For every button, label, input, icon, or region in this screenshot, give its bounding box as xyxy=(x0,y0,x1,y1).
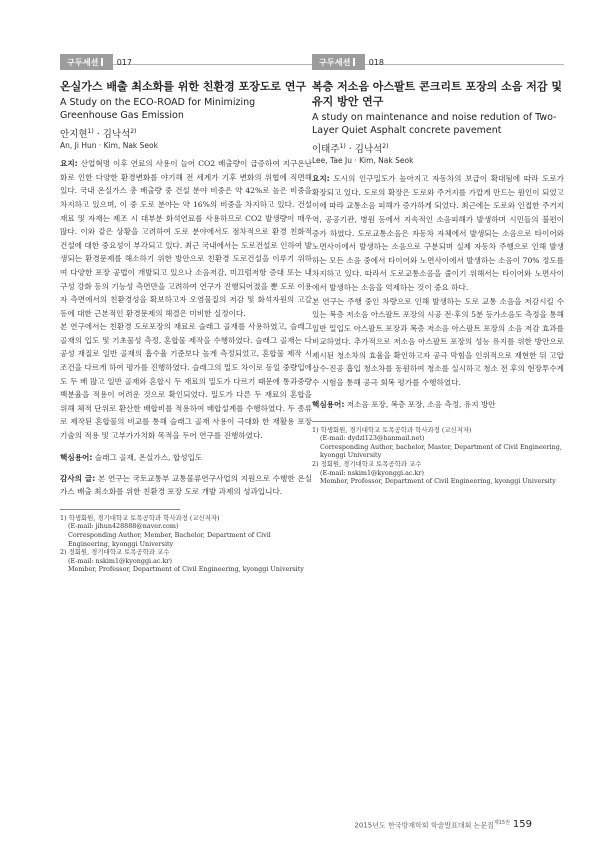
session-tag xyxy=(312,54,365,70)
footnote-2 xyxy=(60,548,312,574)
author-2: 김낙석 xyxy=(354,144,383,156)
abstract-paragraph-1 xyxy=(60,157,312,320)
keywords-text: 슬래그 골재, 온실가스, 합성입도 xyxy=(92,452,203,462)
authors-korean xyxy=(60,125,312,141)
abstract-text: 산업혁명 이후 연료의 사용이 늘어 CO2 배출량이 급증하여 지구온난화로 인한 다양한 환경변화를 야기해 전 세계가 기후 변화의 위협에 직면해 있다. 국내 온실가스 총 배출량 중 건설 분야 비중은 약 42%로 높은 비중을 차지하고 있으며, 이 중 도로 분야는 약 16%의 비중을 차지하고 있다. 건설재료 및 자재는 제조 시 대부분 화석연료를 사용하므로 CO2 발생량이 매우 많다. 이와 같은 상황을 고려하여 도로 분야에서도 점차적으로 환경 친화적 건설에 대한 중요성이 부각되고 있다. 최근 국내에서는 도로건설로 인하여 발생되는 환경문제를 해소하기 위한 방안으로 친환경 도로건설을 이루기 위하여 다양한 포장 공법이 개발되고 있으나 소음저감, 미끄럼저항 증대 또는 내구성 강화 등의 기능성 측면만을 고려하여 연구가 진행되어졌을 뿐 도로 이용자 측면에서의 친환경성을 확보하고자 오염물질의 저감 및 화석자원의 고갈 등에 대한 근본적인 환경문제의 해결은 미비한 실정이다. xyxy=(60,159,312,318)
footnote-1-affiliation: 1) 학생회원, 경기대학교 토목공학과 학사과정 (교신저자) xyxy=(312,425,472,434)
footnote-rule xyxy=(60,509,180,510)
authors-english: Lee, Tae Ju · Kim, Nak Seok xyxy=(312,156,414,166)
session-header xyxy=(60,50,312,65)
abstract-paragraph-1 xyxy=(312,172,564,294)
abstract-label: 요지: xyxy=(312,174,330,184)
session-label: 구두세션 xyxy=(67,58,99,67)
abstract-paragraph-2: 본 연구에서는 친환경 도로포장의 재료로 슬래그 골재를 사용하였고, 슬래그 골재의 입도 및 기초물성 측정, 혼합물 제작을 수행하였다. 슬래그 골재는 다공성 재질로 일반 골재의 흡수율 기준보다 높게 측정되었고, 혼합물 제작 시 조건을 다르게 하여 평가를 진행하였다. 슬래그의 밀도 차이로 동일 중량입에도 두 배 많고 일반 골재와 혼합시 두 재료의 밀도가 다르기 때문에 통과중량백분율을 적용이 어려운 것으로 확인되었다. 밀도가 다른 두 재료의 혼합을 위해 체적 단위로 환산한 배합비를 적용하여 배합설계를 수행하였다. 두 종류로 제작된 혼합물의 비교를 통해 슬래그 골재 사용이 극대화 한 재활용 포장 기술의 적용 및 고부가가치화 목적을 두어 연구를 진행하였다. xyxy=(60,322,312,441)
footnote-1-english: Corresponding Author, Member, Bachelor, Department of Civil Engineering, kyonggi University xyxy=(68,531,271,548)
title-korean: 온실가스 배출 최소화를 위한 친환경 포장도로 연구 xyxy=(60,80,307,93)
footnote-1 xyxy=(60,514,312,548)
keywords-label: 핵심용어: xyxy=(312,399,345,409)
authors-english: An, Ji Hun · Kim, Nak Seok xyxy=(60,141,158,151)
ack-label: 감사의 글: xyxy=(60,473,96,483)
footnote-2-english: Member, Professor, Department of Civil Engineering, kyonggi University xyxy=(320,477,556,486)
session-label: 구두세션 xyxy=(319,58,351,67)
footnote-2-email: (E-mail: nskim1@kyonggi.ac.kr) xyxy=(320,468,424,477)
page-footer xyxy=(354,819,532,830)
keywords xyxy=(60,451,312,464)
title-korean: 복층 저소음 아스팔트 콘크리트 포장의 소음 저감 및 유지 방안 연구 xyxy=(312,80,562,108)
keywords-label: 핵심용어: xyxy=(60,452,93,462)
paper-id: 017 xyxy=(116,58,132,67)
session-tag xyxy=(60,54,113,70)
authors-korean xyxy=(312,140,564,156)
author-1: 안지현 xyxy=(60,129,88,141)
footnote-2-affiliation: 2) 정회원, 경기대학교 토목공학과 교수 xyxy=(312,460,422,469)
author-1: 이태주 xyxy=(312,144,340,156)
author-2: 김낙석 xyxy=(102,129,131,141)
author-1-mark: 1) xyxy=(87,128,94,135)
acknowledgement xyxy=(60,472,312,499)
author-2-mark: 2) xyxy=(382,143,389,150)
footnote-2 xyxy=(312,460,564,486)
footer-text: 2015년도 한국방재학회 학술발표대회 논문집 xyxy=(354,821,494,830)
footnote-rule xyxy=(312,421,432,422)
author-1-mark: 1) xyxy=(339,143,346,150)
paper-017 xyxy=(60,50,312,574)
keywords xyxy=(312,398,564,411)
keywords-text: 저소음 포장, 복층 포장, 소음 측정, 유지 방안 xyxy=(344,399,496,409)
paper-id: 018 xyxy=(368,58,384,67)
author-separator: · xyxy=(93,129,103,141)
footer-superscript: 제15권 xyxy=(493,820,510,826)
author-separator: · xyxy=(345,144,355,156)
abstract-text: 도시의 인구밀도가 높아지고 자동차의 보급이 확대됨에 따라 도로가 확장되고 있다. 도로의 확장은 도로와 주거지를 가깝게 만드는 원인이 되었고 이에 따라 교통소음 피해가 증가하게 되었다. 최근에는 도로와 인접한 주거지역, 공공기관, 병원 등에서 지속적인 소음피해가 발생하며 시민들의 불편이 증가 하였다. 도로교통소음은 자동차 자체에서 발생되는 소음으로 타이어와 노면사이에서 발생하는 소음으로 구분되며 실제 자동차 주행으로 인해 발생하는 모든 소음 중에서 타이어와 노면사이에서 발생하는 소음이 70% 정도를 차지하고 있다. 따라서 도로교통소음을 줄이기 위해서는 타이어와 노면사이에서 발생하는 소음을 억제하는 것이 중요 하다. xyxy=(312,174,564,292)
footnote-1-email: (E-mail: dydzl123@hanmail.net) xyxy=(320,434,425,443)
author-2-mark: 2) xyxy=(130,128,137,135)
abstract-paragraph-2: 본 연구는 주행 중인 차량으로 인해 발생하는 도로 교통 소음을 저감시킬 수 있는 복층 저소음 아스팔트 포장의 시공 전·후의 5분 등가소음도 측정을 통해 일반 밀입도 아스팔트 포장과 복층 저소음 아스팔트 포장의 소음 저감 효과를 비교하였다. 추가적으로 저소음 아스팔트 포장의 성능 유지를 위한 방안으로 제시된 청소차의 효율을 확인하고자 공극 막힘을 인위적으로 재현한 뒤 고압 살수·진공 흡입 청소차를 동원하여 청소를 실시하고 청소 전 후의 현장투수계수 시험을 통해 공극 회복 평가를 수행하였다. xyxy=(312,296,564,388)
paper-018 xyxy=(312,50,564,486)
abstract-label: 요지: xyxy=(60,159,78,169)
page-number: 159 xyxy=(512,819,532,831)
tag-divider xyxy=(101,58,103,66)
tag-divider xyxy=(353,58,355,66)
title-english: A study on maintenance and noise redution of Two-Layer Quiet Asphalt concrete pavement xyxy=(312,112,557,136)
ack-text: 본 연구는 국토교통부 교통물류연구사업의 지원으로 수행한 온실가스 배출 최소화를 위한 친환경 포장 도로 개발 과제의 성과입니다. xyxy=(60,473,312,497)
footnote-1 xyxy=(312,426,564,460)
footnote-2-email: (E-mail: nskim1@kyonggi.ac.kr) xyxy=(68,556,172,565)
footnote-1-english: Corresponding Author, bachelor, Master, Department of Civil Engineering, kyonggi University xyxy=(320,442,562,460)
footnote-1-email: (E-mail: jihun428888@naver.com) xyxy=(68,522,179,531)
footnote-1-affiliation: 1) 학생회원, 경기대학교 토목공학과 학사과정 (교신저자) xyxy=(60,513,220,522)
footnote-2-english: Member, Professor, Department of Civil Engineering, kyonggi University xyxy=(68,565,304,574)
session-header xyxy=(312,50,564,65)
footnote-2-affiliation: 2) 정회원, 경기대학교 토목공학과 교수 xyxy=(60,548,170,557)
title-english: A Study on the ECO-ROAD for Minimizing Greenhouse Gas Emission xyxy=(60,97,256,121)
